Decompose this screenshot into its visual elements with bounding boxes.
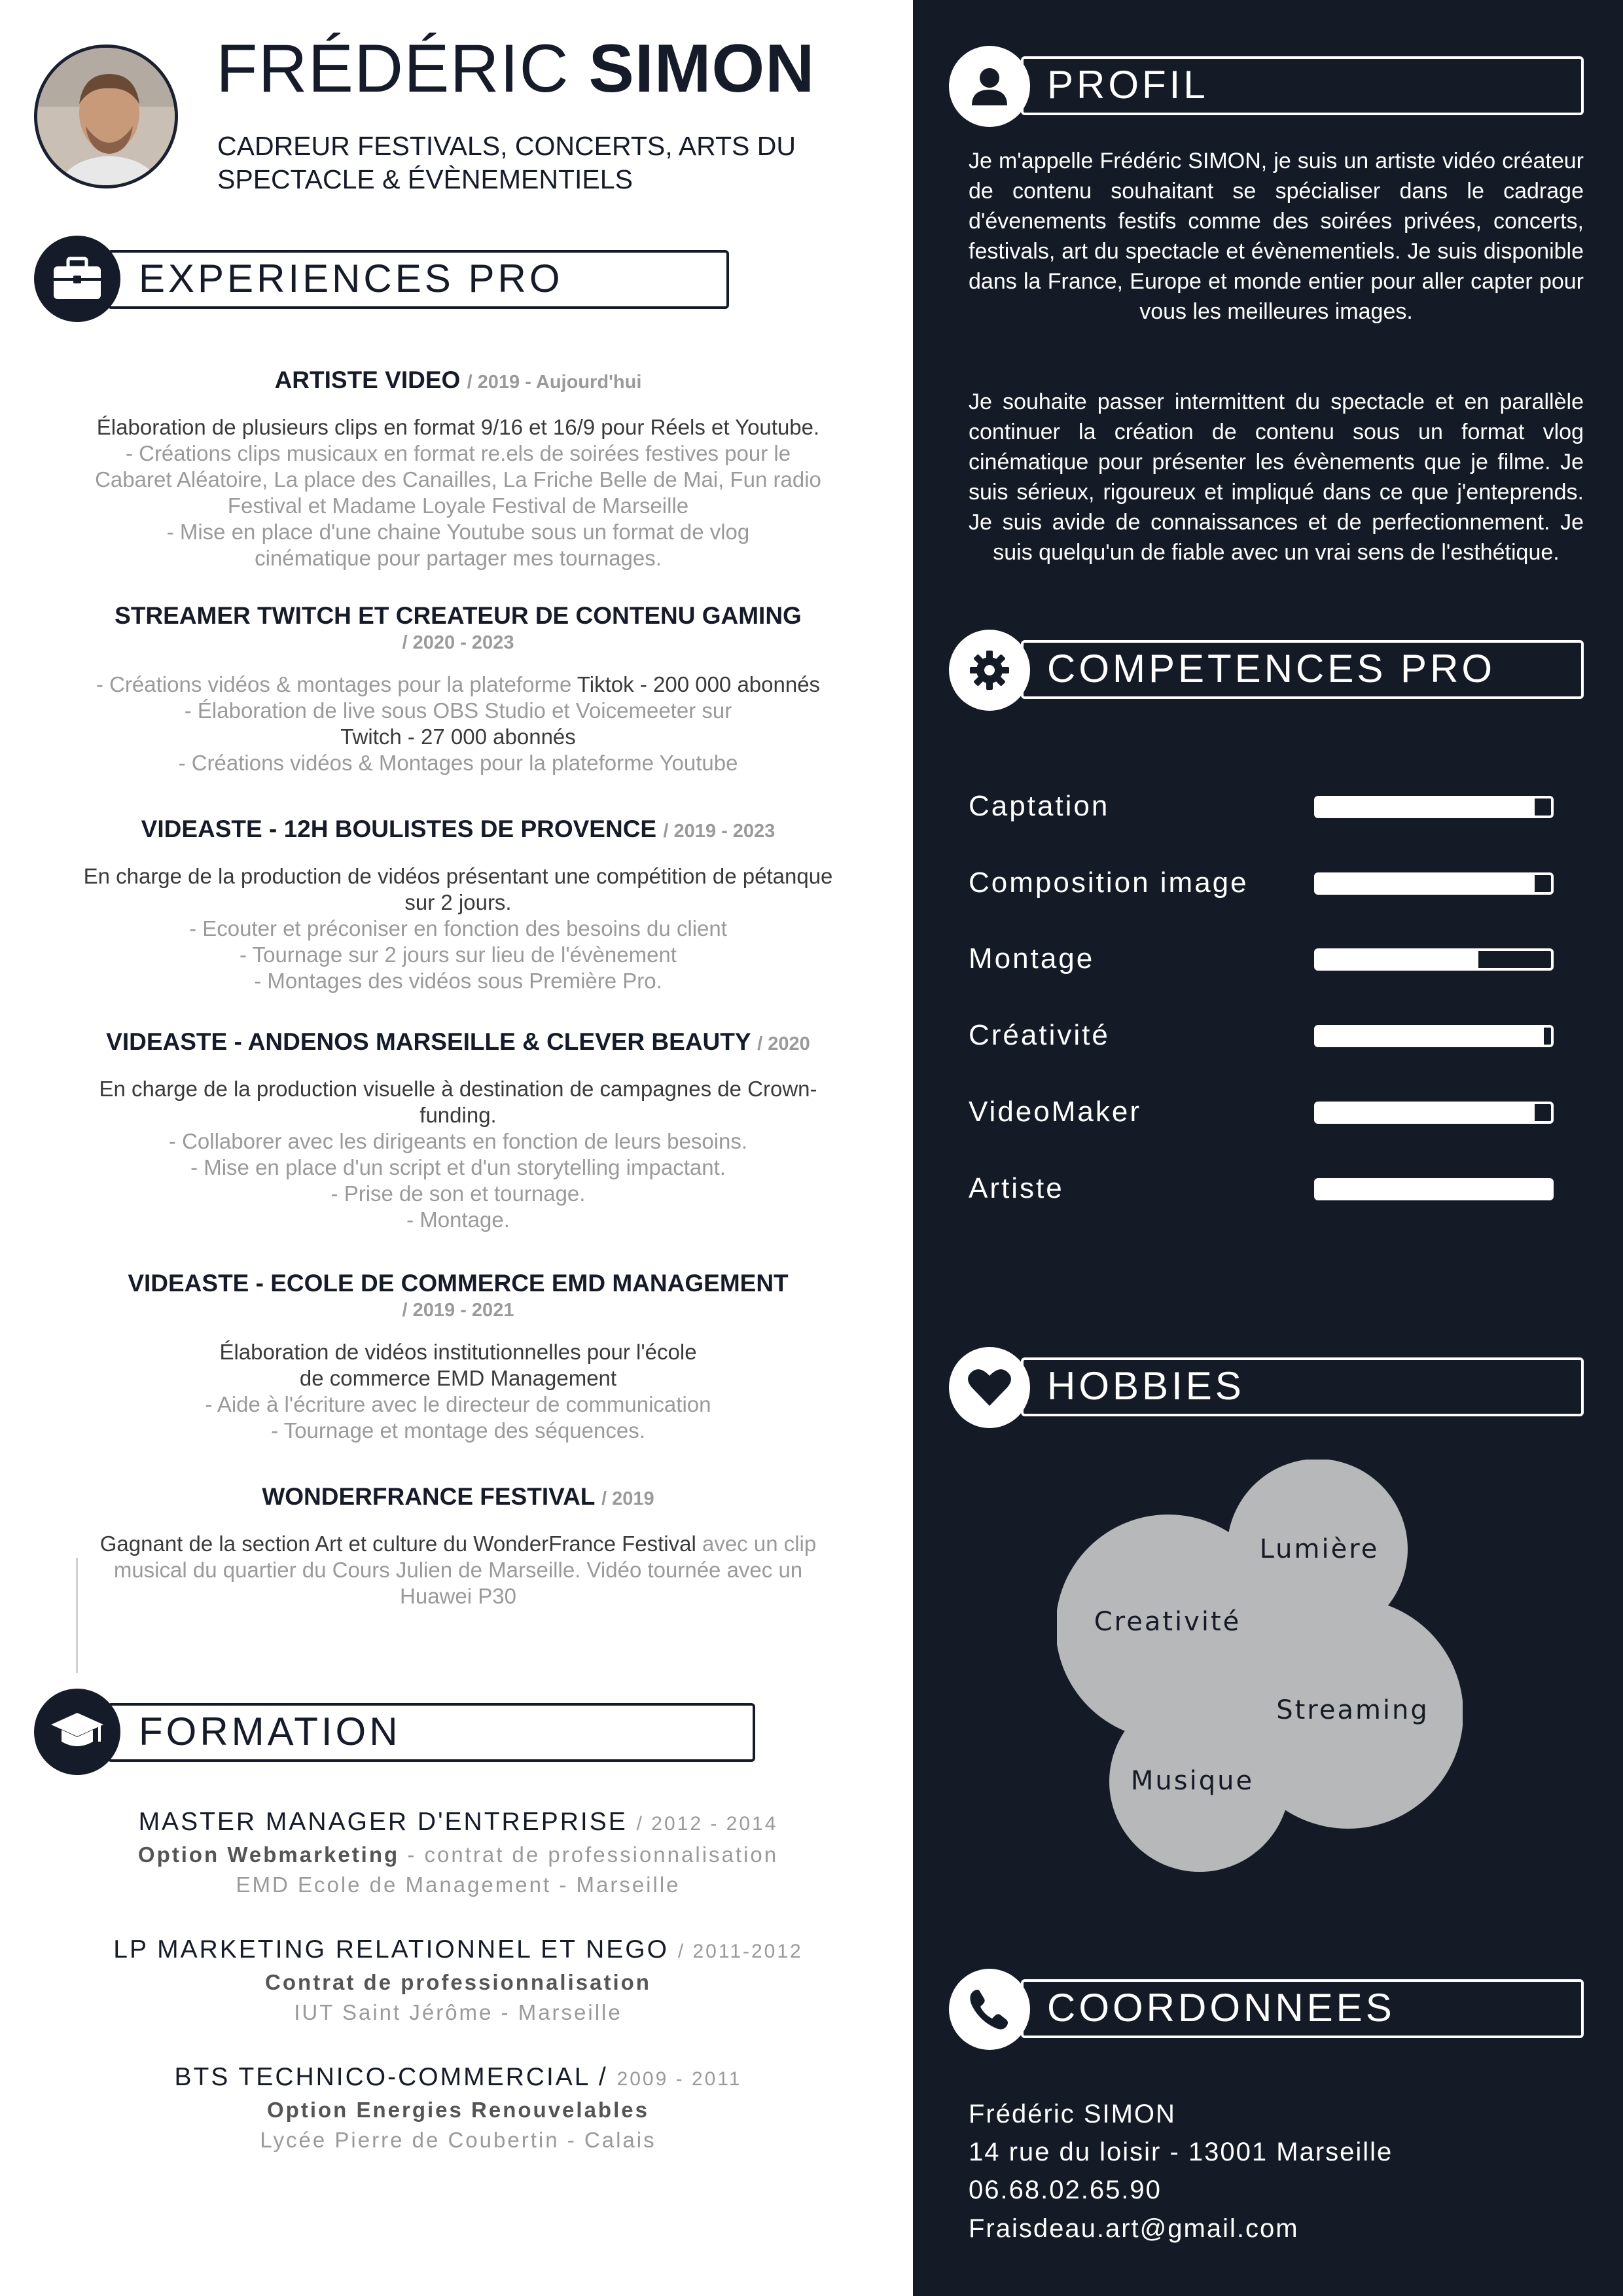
hobby-label: Lumière xyxy=(1259,1534,1380,1564)
full-name xyxy=(216,30,815,108)
skill-label: VideoMaker xyxy=(969,1096,1141,1128)
experience-line: - Prise de son et tournage. xyxy=(330,1181,586,1206)
formation-years: 2009 - 2011 xyxy=(616,2068,742,2090)
experience-title: VIDEASTE - ECOLE DE COMMERCE EMD MANAGEMENT xyxy=(128,1270,789,1297)
skill-row xyxy=(969,787,1584,826)
formation-item xyxy=(65,2062,851,2155)
experience-item xyxy=(65,601,851,776)
experience-title: VIDEASTE - 12H BOULISTES DE PROVENCE xyxy=(141,816,657,842)
divider-line xyxy=(76,1558,78,1673)
skill-bar xyxy=(1314,948,1554,971)
subtitle-line: CADREUR FESTIVALS, CONCERTS, ARTS DU xyxy=(217,131,796,161)
skill-label: Créativité xyxy=(969,1019,1110,1051)
experience-years: / 2019 - 2021 xyxy=(402,1300,514,1321)
experience-line: Élaboration de plusieurs clips en format 9/16 et 16/9 pour Réels et Youtube. xyxy=(96,415,820,439)
experience-years: / 2019 - Aujourd'hui xyxy=(467,372,642,393)
hobbies-venn xyxy=(1057,1460,1463,1878)
experience-item xyxy=(65,1482,851,1609)
formation-detail: Contrat de professionnalisation xyxy=(265,1970,651,1994)
contact-phone[interactable]: 06.68.02.65.90 xyxy=(969,2176,1162,2204)
experience-title: VIDEASTE - ANDENOS MARSEILLE & CLEVER BEAUTY xyxy=(106,1028,751,1055)
formation-item xyxy=(65,1806,851,1900)
experience-title: STREAMER TWITCH ET CREATEUR DE CONTENU GAMING xyxy=(115,602,802,629)
experience-years: / 2020 xyxy=(757,1033,810,1054)
experience-line: - Aide à l'écriture avec le directeur de communication xyxy=(205,1392,711,1416)
skill-fill xyxy=(1317,1104,1535,1121)
hobby-label: Creativité xyxy=(1094,1607,1241,1637)
formation-detail: Option Webmarketing - contrat de professionnalisation xyxy=(137,1842,779,1867)
avatar-portrait xyxy=(37,48,178,188)
graduation-cap-icon-circle xyxy=(34,1689,120,1775)
experience-line: - Créations vidéos & Montages pour la plateforme Youtube xyxy=(178,751,738,775)
experience-title: ARTISTE VIDEO xyxy=(274,367,461,393)
skill-fill xyxy=(1317,875,1535,892)
skill-label: Montage xyxy=(969,942,1095,975)
job-subtitle xyxy=(217,130,872,196)
formation-years: / 2011-2012 xyxy=(677,1941,803,1962)
skill-label: Captation xyxy=(969,790,1110,822)
experience-item xyxy=(65,1027,851,1233)
skill-fill xyxy=(1317,1181,1551,1198)
skill-row xyxy=(969,1016,1584,1055)
skill-fill xyxy=(1317,798,1535,816)
coordonnees-header xyxy=(949,1969,1584,2050)
contact-address: 14 rue du loisir - 13001 Marseille xyxy=(969,2138,1393,2166)
subtitle-line: SPECTACLE & ÉVÈNEMENTIELS xyxy=(217,164,633,194)
experience-line: En charge de la production de vidéos présentant une compétition de pétanque sur 2 jours. xyxy=(83,864,833,914)
hobby-label: Streaming xyxy=(1276,1695,1429,1725)
formation-detail: Option Energies Renouvelables xyxy=(267,2098,649,2122)
last-name: SIMON xyxy=(588,31,815,107)
experience-years: / 2019 - 2023 xyxy=(663,821,776,842)
skill-label: Composition image xyxy=(969,867,1249,899)
experience-years: / 2020 - 2023 xyxy=(402,632,514,653)
skill-row xyxy=(969,1092,1584,1132)
skill-row xyxy=(969,1169,1584,1208)
briefcase-icon xyxy=(51,256,103,302)
skill-label: Artiste xyxy=(969,1172,1064,1204)
experience-line: - Tournage sur 2 jours sur lieu de l'évènement xyxy=(240,942,677,967)
skill-bar xyxy=(1314,872,1554,895)
profil-header xyxy=(949,46,1584,127)
experience-line: - Créations vidéos & montages pour la plateforme Tiktok - 200 000 abonnés xyxy=(96,672,821,696)
user-icon xyxy=(967,63,1012,109)
experience-line: - Montages des vidéos sous Première Pro. xyxy=(254,969,662,993)
contact-email[interactable]: Fraisdeau.art@gmail.com xyxy=(969,2214,1299,2243)
profil-paragraph: Je m'appelle Frédéric SIMON, je suis un artiste vidéo créateur de contenu souhaitant se spécialiser dans le cadrage d'évenements festifs comme des soirées privées, concerts, festivals, art du spectacle et évènementiels. Je suis disponible dans la France, Europe et monde entier pour aller capter pour vous les meilleures images. xyxy=(969,149,1584,324)
experience-line: - Ecouter et préconiser en fonction des besoins du client xyxy=(189,916,727,941)
experience-line: - Tournage et montage des séquences. xyxy=(271,1418,645,1443)
heart-icon xyxy=(967,1367,1012,1408)
skill-fill xyxy=(1317,1028,1544,1045)
graduation-cap-icon xyxy=(50,1709,105,1755)
skill-bar xyxy=(1314,1102,1554,1124)
formation-school: Lycée Pierre de Coubertin - Calais xyxy=(260,2128,656,2152)
user-icon-circle xyxy=(949,46,1030,127)
skill-row xyxy=(969,939,1584,978)
formation-title: BTS TECHNICO-COMMERCIAL / xyxy=(174,2063,608,2091)
first-name: FRÉDÉRIC xyxy=(216,31,569,107)
formation-item xyxy=(65,1934,851,2028)
section-title: FORMATION xyxy=(139,1710,401,1753)
experience-years: / 2019 xyxy=(601,1488,654,1509)
formation-years: / 2012 - 2014 xyxy=(636,1813,778,1835)
experience-line: - Élaboration de live sous OBS Studio et Voicemeeter sur Twitch - 27 000 abonnés xyxy=(184,698,732,749)
section-title: EXPERIENCES PRO xyxy=(139,257,563,300)
right-column xyxy=(913,0,1623,2296)
heart-icon-circle xyxy=(949,1347,1030,1428)
phone-icon xyxy=(967,1987,1012,2032)
experience-line: - Mise en place d'un script et d'un storytelling impactant. xyxy=(190,1155,726,1179)
formation-header xyxy=(34,1689,721,1775)
experience-item xyxy=(65,1268,851,1444)
hobbies-header xyxy=(949,1347,1584,1428)
experience-item xyxy=(65,814,851,994)
experience-line: - Montage. xyxy=(406,1208,510,1232)
experience-title: WONDERFRANCE FESTIVAL xyxy=(262,1483,595,1510)
competences-header xyxy=(949,630,1584,711)
briefcase-icon-circle xyxy=(34,236,120,322)
experience-item xyxy=(65,365,851,571)
experience-line: En charge de la production visuelle à destination de campagnes de Crown-funding. xyxy=(99,1077,817,1127)
hobby-label: Musique xyxy=(1130,1766,1255,1796)
experiences-header xyxy=(34,236,695,322)
experience-line: - Collaborer avec les dirigeants en fonction de leurs besoins. xyxy=(168,1129,748,1153)
experience-line: - Créations clips musicaux en format re.els de soirées festives pour le Cabaret Aléatoire, La place des Canailles, La Friche Belle de Mai, Fun radio Festival et Madame Loyale Festival de Marseille xyxy=(95,441,821,518)
section-title: HOBBIES xyxy=(1047,1364,1245,1408)
formation-title: LP MARKETING RELATIONNEL ET NEGO xyxy=(113,1935,669,1964)
skill-bar xyxy=(1314,796,1554,818)
profil-paragraph: Je souhaite passer intermittent du spectacle et en parallèle continuer la création de contenu sous un format vlog cinématique pour présenter les évènements que je filme. Je suis sérieux, rigoureux et impliqué dans ce que j'enteprends. Je suis avide de connaissances et de perfectionnement. Je suis quelqu'un de fiable avec un vrai sens de l'esthétique. xyxy=(969,389,1584,565)
experience-line: Gagnant de la section Art et culture du WonderFrance Festival avec un clip musical du quartier du Cours Julien de Marseille. Vidéo tournée avec un Huawei P30 xyxy=(99,1532,817,1608)
formation-school: IUT Saint Jérôme - Marseille xyxy=(294,2000,622,2024)
formation-school: EMD Ecole de Management - Marseille xyxy=(236,1873,681,1897)
skill-row xyxy=(969,863,1584,903)
formation-title: MASTER MANAGER D'ENTREPRISE xyxy=(138,1808,628,1836)
skill-bar xyxy=(1314,1025,1554,1047)
section-title: PROFIL xyxy=(1047,63,1209,107)
gear-icon xyxy=(966,647,1013,694)
phone-icon-circle xyxy=(949,1969,1030,2050)
experience-line: - Mise en place d'une chaine Youtube sous un format de vlog cinématique pour partager mes tournages. xyxy=(166,520,750,570)
section-title: COORDONNEES xyxy=(1047,1986,1395,2030)
gear-icon-circle xyxy=(949,630,1030,711)
skill-fill xyxy=(1317,951,1478,968)
contact-name: Frédéric SIMON xyxy=(969,2100,1176,2128)
section-title: COMPETENCES PRO xyxy=(1047,647,1496,691)
experience-line: Élaboration de vidéos institutionnelles pour l'école de commerce EMD Management xyxy=(219,1340,697,1390)
skill-bar xyxy=(1314,1178,1554,1200)
avatar xyxy=(34,45,178,188)
